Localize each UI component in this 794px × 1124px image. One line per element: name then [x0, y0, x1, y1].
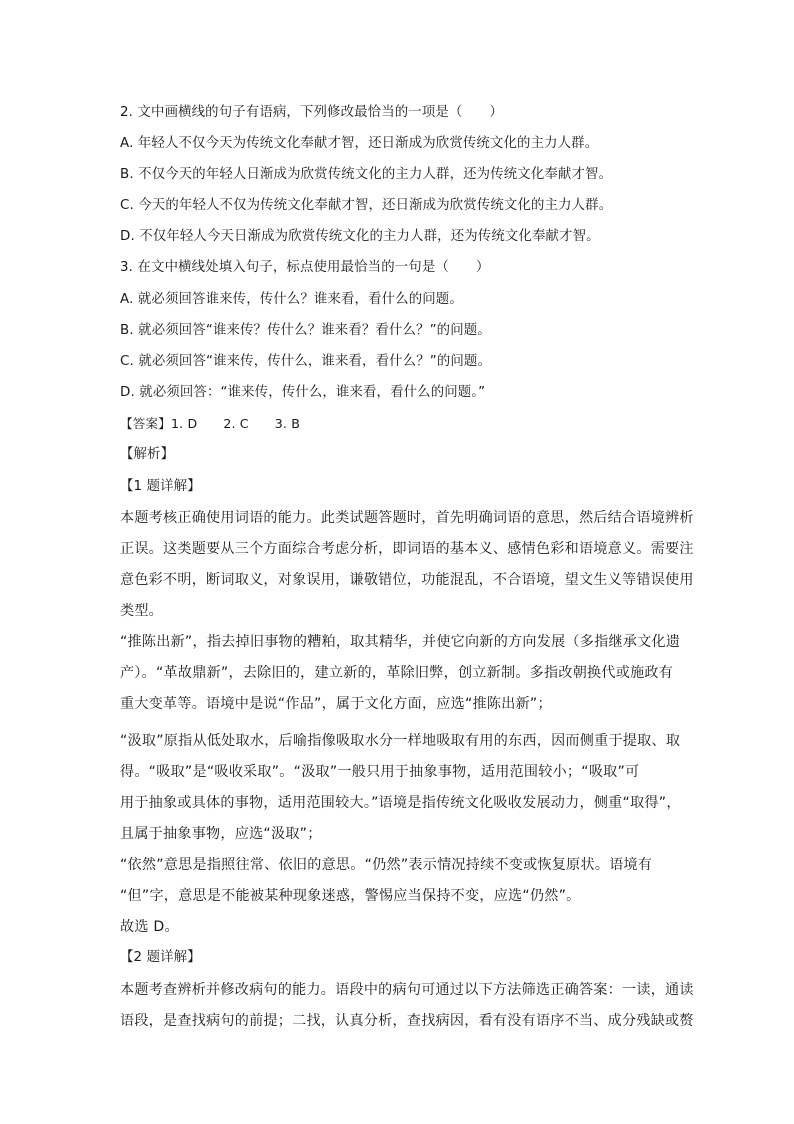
- answer-item: 3. B: [274, 416, 300, 431]
- detail-1-conclusion: 故选 D。: [120, 919, 179, 935]
- question-3-option-a: A. 就必须回答谁来传，传什么？谁来看，看什么的问题。: [120, 292, 463, 307]
- detail-1-line: 正误。这类题要从三个方面综合考虑分析，即词语的基本义、感情色彩和语境意义。需要注: [120, 541, 694, 557]
- question-2-option-d: D. 不仅年轻人今天日渐成为欣赏传统文化的主力人群，还为传统文化奉献才智。: [120, 229, 600, 244]
- detail-1-line: 意色彩不明，断词取义，对象误用，谦敬错位，功能混乱，不合语境，望文生义等错误使用: [120, 572, 694, 588]
- question-2-option-a: A. 年轻人不仅今天为传统文化奉献才智，还日渐成为欣赏传统文化的主力人群。: [120, 136, 599, 151]
- detail-1-heading: 【1 题详解】: [120, 479, 201, 494]
- question-2-option-c: C. 今天的年轻人不仅为传统文化奉献才智，还日渐成为欣赏传统文化的主力人群。: [120, 198, 613, 213]
- detail-1-line: “但”字，意思是不能被某种现象迷惑，警惕应当保持不变，应选“仍然”。: [120, 888, 581, 904]
- question-2-stem: 2. 文中画横线的句子有语病，下列修改最恰当的一项是（ ）: [120, 105, 504, 120]
- detail-2-heading: 【2 题详解】: [120, 950, 201, 965]
- answer-item: 1. D: [170, 416, 198, 431]
- detail-2-line: 语段，是查找病句的前提；二找，认真分析，查找病因，看有没有语序不当、成分残缺或赘: [120, 1013, 694, 1029]
- detail-1-line: “依然”意思是指照往常、依旧的意思。“仍然”表示情况持续不变或恢复原状。语境有: [120, 857, 653, 873]
- analysis-heading: 【解析】: [120, 447, 175, 462]
- detail-2-line: 本题考查辨析并修改病句的能力。语段中的病句可通过以下方法筛选正确答案：一读，通读: [120, 982, 694, 998]
- detail-1-line: 得。“吸取”是“吸收采取”。“汲取”一般只用于抽象事物，适用范围较小；“吸取”可: [120, 764, 640, 780]
- question-3-option-b: B. 就必须回答“谁来传？传什么？谁来看？看什么？”的问题。: [120, 323, 491, 338]
- answer-line: [120, 415, 300, 433]
- question-3-stem: 3. 在文中横线处填入句子，标点使用最恰当的一句是（ ）: [120, 260, 490, 275]
- detail-1-line: 重大变革等。语境中是说“作品”，属于文化方面，应选“推陈出新”；: [120, 696, 552, 712]
- detail-1-line: “推陈出新”，指去掉旧事物的糟粕，取其精华，并使它向新的方向发展（多指继承文化遗: [120, 634, 681, 650]
- question-2-option-b: B. 不仅今天的年轻人日渐成为欣赏传统文化的主力人群，还为传统文化奉献才智。: [120, 167, 613, 182]
- detail-1-line: 类型。: [120, 603, 164, 619]
- detail-1-line: 用于抽象或具体的事物，适用范围较大。”语境是指传统文化吸收发展动力，侧重“取得”，: [120, 795, 681, 811]
- detail-1-line: “汲取”原指从低处取水，后喻指像吸取水分一样地吸取有用的东西，因而侧重于提取、取: [120, 733, 681, 749]
- detail-1-line: 且属于抽象事物，应选“汲取”；: [120, 826, 322, 842]
- detail-1-line: 产）。“革故鼎新”，去除旧的，建立新的，革除旧弊，创立新制。多指改朝换代或施政有: [120, 665, 674, 681]
- answer-item: 2. C: [223, 416, 249, 431]
- question-3-option-d: D. 就必须回答：“谁来传，传什么，谁来看，看什么的问题。”: [120, 385, 486, 400]
- answer-label: 【答案】: [120, 416, 171, 431]
- question-3-option-c: C. 就必须回答“谁来传，传什么，谁来看，看什么？”的问题。: [120, 354, 492, 369]
- detail-1-line: 本题考核正确使用词语的能力。此类试题答题时，首先明确词语的意思，然后结合语境辨析: [120, 510, 694, 526]
